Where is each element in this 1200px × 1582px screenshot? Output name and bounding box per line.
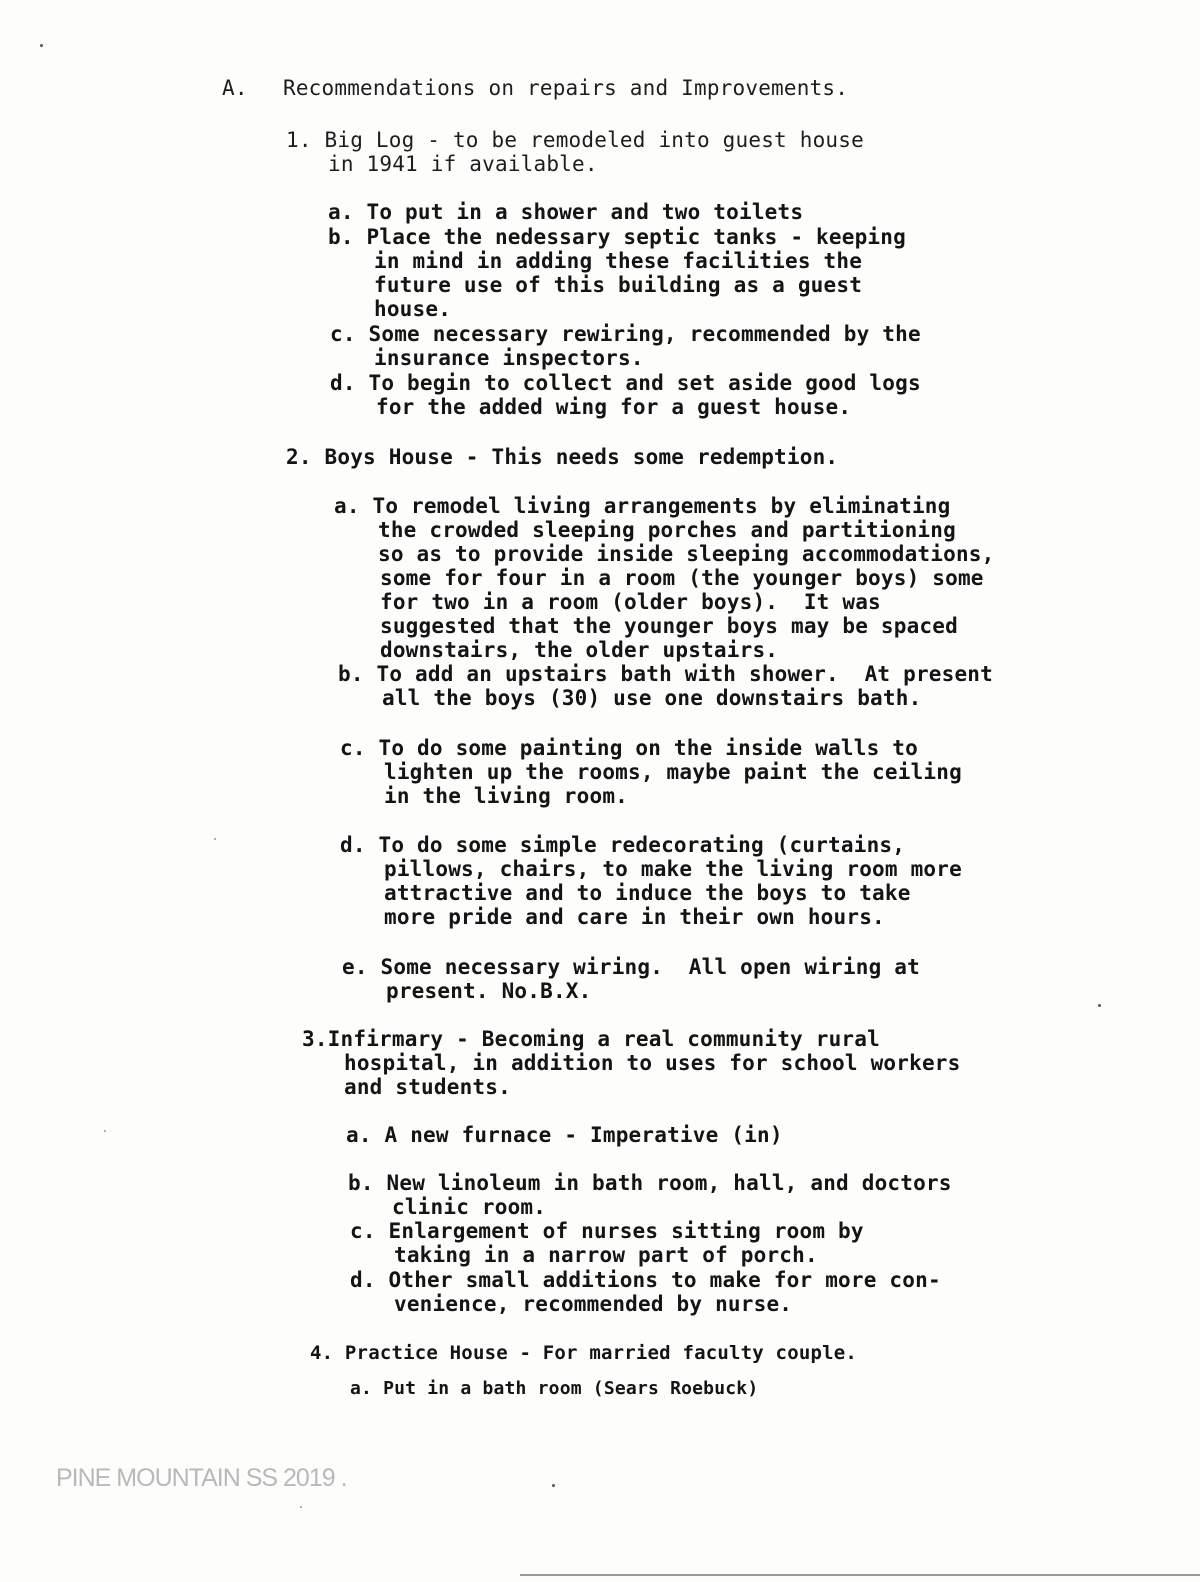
item-2b-line-1: b. To add an upstairs bath with shower. At present xyxy=(338,662,993,686)
item-2a-line-1: a. To remodel living arrangements by eliminating xyxy=(334,494,951,518)
item-3b-line-1: b. New linoleum in bath room, hall, and doctors xyxy=(348,1171,952,1195)
section-heading: Recommendations on repairs and Improvements. xyxy=(283,76,849,100)
section-letter: A. xyxy=(222,76,248,100)
item-1-line-2: in 1941 if available. xyxy=(328,152,598,176)
item-1b-line-1: b. Place the nedessary septic tanks - keeping xyxy=(328,225,906,249)
item-2a-line-4: some for four in a room (the younger boys) some xyxy=(380,566,984,590)
scan-speck xyxy=(40,44,43,47)
item-2a-line-5: for two in a room (older boys). It was xyxy=(380,590,881,614)
item-3-line-2: hospital, in addition to uses for school workers xyxy=(344,1051,961,1075)
scan-speck xyxy=(104,1130,106,1132)
item-3a: a. A new furnace - Imperative (in) xyxy=(346,1123,783,1147)
item-2a-line-3: so as to provide inside sleeping accommodations, xyxy=(378,542,995,566)
item-2b-line-2: all the boys (30) use one downstairs bath. xyxy=(382,686,922,710)
item-2-line-1: 2. Boys House - This needs some redemption. xyxy=(286,445,839,469)
item-1b-line-3: future use of this building as a guest xyxy=(374,273,863,297)
item-1a: a. To put in a shower and two toilets xyxy=(328,200,804,224)
item-3-line-3: and students. xyxy=(344,1075,511,1099)
item-1d-line-1: d. To begin to collect and set aside good logs xyxy=(330,371,921,395)
item-4a: a. Put in a bath room (Sears Roebuck) xyxy=(350,1378,759,1399)
item-2a-line-2: the crowded sleeping porches and partitioning xyxy=(378,518,956,542)
item-3c-line-1: c. Enlargement of nurses sitting room by xyxy=(350,1219,864,1243)
item-3c-line-2: taking in a narrow part of porch. xyxy=(394,1243,818,1267)
item-2a-line-7: downstairs, the older upstairs. xyxy=(380,638,779,662)
item-2d-line-2: pillows, chairs, to make the living room more xyxy=(384,857,962,881)
item-2e-line-1: e. Some necessary wiring. All open wiring at xyxy=(342,955,920,979)
item-1-line-1: 1. Big Log - to be remodeled into guest house xyxy=(286,128,864,152)
item-1c-line-1: c. Some necessary rewiring, recommended by the xyxy=(330,322,921,346)
item-2e-line-2: present. No.B.X. xyxy=(386,979,592,1003)
item-2d-line-1: d. To do some simple redecorating (curtains, xyxy=(340,833,906,857)
item-1b-line-4: house. xyxy=(374,297,452,321)
scan-speck xyxy=(1098,1004,1101,1007)
item-1d-line-2: for the added wing for a guest house. xyxy=(376,395,852,419)
item-1b-line-2: in mind in adding these facilities the xyxy=(374,249,863,273)
item-2c-line-3: in the living room. xyxy=(384,784,629,808)
item-3d-line-2: venience, recommended by nurse. xyxy=(394,1292,793,1316)
item-2a-line-6: suggested that the younger boys may be spaced xyxy=(380,614,958,638)
item-2c-line-1: c. To do some painting on the inside walls to xyxy=(340,736,918,760)
item-2c-line-2: lighten up the rooms, maybe paint the ceiling xyxy=(384,760,962,784)
item-2d-line-4: more pride and care in their own hours. xyxy=(384,905,885,929)
archive-watermark: PINE MOUNTAIN SS 2019 . xyxy=(56,1464,347,1492)
item-3d-line-1: d. Other small additions to make for more con- xyxy=(350,1268,941,1292)
scan-edge-line xyxy=(520,1574,1200,1576)
scan-speck xyxy=(214,838,216,840)
item-3b-line-2: clinic room. xyxy=(392,1195,547,1219)
scan-speck xyxy=(552,1484,555,1487)
item-1c-line-2: insurance inspectors. xyxy=(374,346,644,370)
scan-speck xyxy=(300,1506,302,1508)
item-3-line-1: 3.Infirmary - Becoming a real community rural xyxy=(302,1027,880,1051)
item-2d-line-3: attractive and to induce the boys to take xyxy=(384,881,911,905)
item-4-line-1: 4. Practice House - For married faculty couple. xyxy=(310,1342,858,1364)
